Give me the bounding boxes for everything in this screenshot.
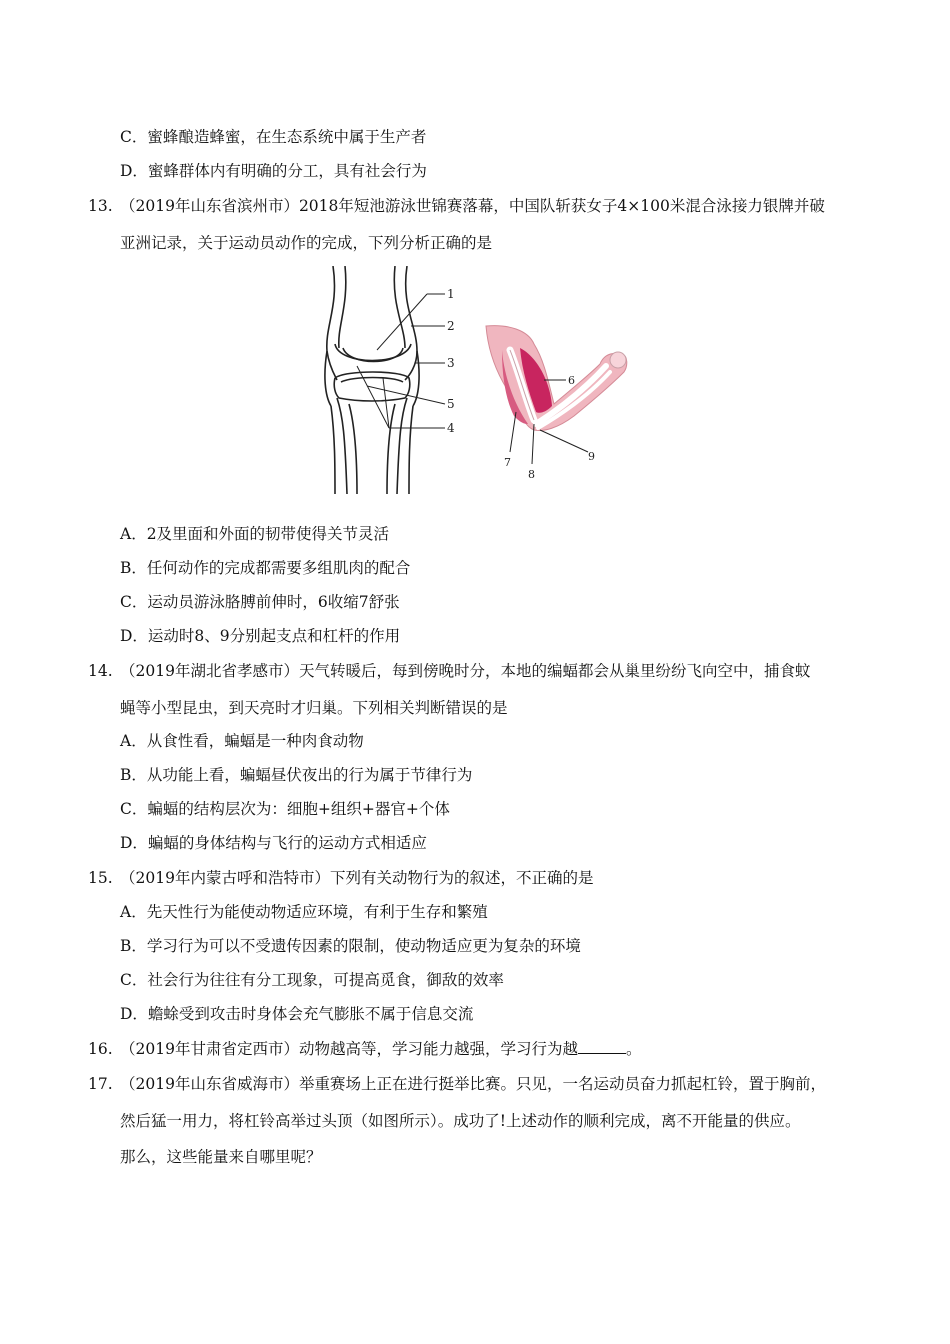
q16-text-before: （2019年甘肃省定西市）动物越高等，学习能力越强，学习行为越 xyxy=(120,1040,578,1058)
q13-option-c: C．运动员游泳胳膊前伸时，6收缩7舒张 xyxy=(120,593,400,611)
arm-label-9: 9 xyxy=(588,450,595,463)
q15-option-a: A．先天性行为能使动物适应环境，有利于生存和繁殖 xyxy=(120,903,488,921)
q17-stem-line2: 然后猛一用力，将杠铃高举过头顶（如图所示）。成功了!上述动作的顺利完成，离不开能量的供应。 xyxy=(120,1112,801,1130)
q14-stem-line2: 蝇等小型昆虫，到天亮时才归巢。下列相关判断错误的是 xyxy=(120,699,508,717)
q12-option-c: C．蜜蜂酿造蜂蜜，在生态系统中属于生产者 xyxy=(120,128,427,146)
q16-number: 16. xyxy=(88,1040,113,1058)
q13-number: 13. xyxy=(88,197,113,215)
arm-label-6: 6 xyxy=(568,374,575,387)
q16-text-after: 。 xyxy=(625,1040,642,1058)
q16-answer-blank[interactable] xyxy=(578,1039,626,1054)
q15-option-c: C．社会行为往往有分工现象，可提高觅食，御敌的效率 xyxy=(120,971,504,989)
q15-option-b: B．学习行为可以不受遗传因素的限制，使动物适应更为复杂的环境 xyxy=(120,937,581,955)
q14-stem-line1: （2019年湖北省孝感市）天气转暖后，每到傍晚时分，本地的编蝠都会从巢里纷纷飞向空中，捕食蚊 xyxy=(120,662,811,680)
joint-label-2: 2 xyxy=(447,319,455,333)
q14-option-a: A．从食性看，蝙蝠是一种肉食动物 xyxy=(120,732,364,750)
q13-stem-line1: （2019年山东省滨州市）2018年短池游泳世锦赛落幕，中国队斩获女子4×100米混合泳接力银牌并破 xyxy=(120,197,825,215)
q13-option-d: D．运动时8、9分别起支点和杠杆的作用 xyxy=(120,627,401,645)
q14-option-c: C．蝙蝠的结构层次为：细胞+组织+器官+个体 xyxy=(120,800,450,818)
q14-option-d: D．蝙蝠的身体结构与飞行的运动方式相适应 xyxy=(120,834,427,852)
q17-stem-line3: 那么，这些能量来自哪里呢？ xyxy=(120,1148,322,1166)
joint-label-1: 1 xyxy=(447,287,455,301)
q17-number: 17. xyxy=(88,1075,113,1093)
knee-joint-diagram xyxy=(305,266,465,496)
q13-option-b: B．任何动作的完成都需要多组肌肉的配合 xyxy=(120,559,411,577)
joint-label-5: 5 xyxy=(447,397,455,411)
q12-option-d: D．蜜蜂群体内有明确的分工，具有社会行为 xyxy=(120,162,427,180)
arm-muscle-diagram xyxy=(478,320,638,485)
q14-number: 14. xyxy=(88,662,113,680)
arm-label-8: 8 xyxy=(528,468,535,481)
q15-number: 15. xyxy=(88,869,113,887)
q15-stem-line1: （2019年内蒙古呼和浩特市）下列有关动物行为的叙述，不正确的是 xyxy=(120,869,594,887)
q14-option-b: B．从功能上看，蝙蝠昼伏夜出的行为属于节律行为 xyxy=(120,766,473,784)
q15-option-d: D．蟾蜍受到攻击时身体会充气膨胀不属于信息交流 xyxy=(120,1005,474,1023)
joint-label-4: 4 xyxy=(447,421,455,435)
joint-label-3: 3 xyxy=(447,356,455,370)
q13-stem-line2: 亚洲记录，关于运动员动作的完成，下列分析正确的是 xyxy=(120,234,493,252)
q17-stem-line1: （2019年山东省威海市）举重赛场上正在进行挺举比赛。只见，一名运动员奋力抓起杠铃，置于胸前， xyxy=(120,1075,826,1093)
arm-label-7: 7 xyxy=(504,456,511,469)
q16-stem xyxy=(120,1038,641,1060)
q13-option-a: A．2及里面和外面的韧带使得关节灵活 xyxy=(120,525,390,543)
